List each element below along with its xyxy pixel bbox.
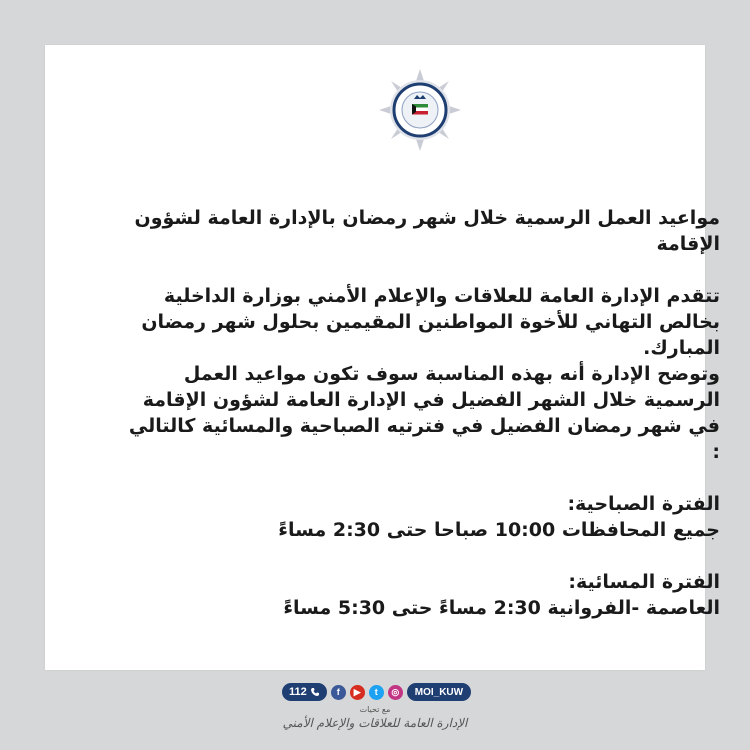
footer-signature [250,705,500,731]
youtube-icon[interactable]: ▶ [350,685,365,700]
hotline-number: 112 [289,686,307,698]
social-handle[interactable]: MOI_KUW [407,683,471,701]
police-emblem-icon [377,67,463,153]
twitter-icon[interactable]: t [369,685,384,700]
hotline-badge[interactable] [282,683,327,701]
social-bar [282,682,471,702]
greeting-paragraph: تتقدم الإدارة العامة للعلاقات والإعلام الأمني بوزارة الداخلية بخالص التهاني للأخوة المواطنين المقيمين بحلول شهر رمضان المبارك. [141,285,720,359]
morning-shift-label: الفترة الصباحية: [567,493,720,515]
footer-caption-small: مع تحيات [359,705,391,714]
announcement-card [45,45,720,670]
evening-shift-hours: العاصمة -الفروانية 2:30 مساءً حتى 5:30 مساءً [283,597,720,619]
schedule-intro-paragraph: وتوضح الإدارة أنه بهذه المناسبة سوف تكون مواعيد العمل الرسمية خلال الشهر الفضيل في الإدارة العامة لشؤون الإقامة في شهر رمضان الفضيل في فترتيه الصباحية والمسائية كالتالي : [128,363,720,463]
morning-shift-hours: جميع المحافظات 10:00 صباحا حتى 2:30 مساءً [278,519,720,541]
phone-icon [310,687,320,697]
footer-caption-main: الإدارة العامة للعلاقات والإعلام الأمني [282,716,468,730]
document-title: مواعيد العمل الرسمية خلال شهر رمضان بالإدارة العامة لشؤون الإقامة [134,207,720,255]
announcement-body [120,205,720,621]
instagram-icon[interactable]: ◎ [388,685,403,700]
evening-shift-label: الفترة المسائية: [568,571,720,593]
facebook-icon[interactable]: f [331,685,346,700]
